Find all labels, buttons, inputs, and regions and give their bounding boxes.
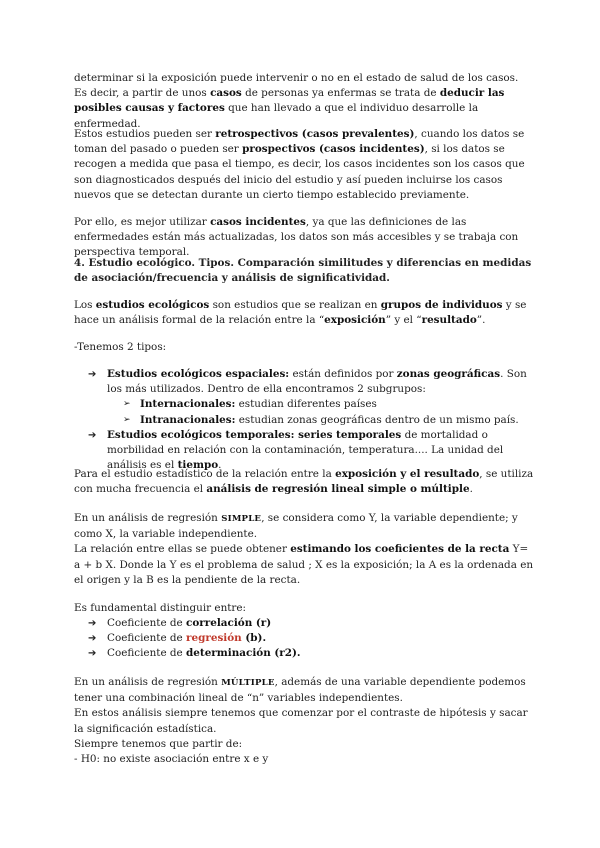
list-item-determinacion [74,646,534,661]
text: estudian diferentes países [235,398,377,411]
text: Por ello, es mejor utilizar [74,216,211,228]
small-caps-text: MÚLTIPLE [221,678,275,688]
paragraph-retrospectivos [74,127,534,203]
text: de personas ya enfermas se trata de [241,87,440,100]
text: son estudios que se realizan en [209,299,381,311]
bold-text: exposición [324,314,386,327]
text: y se hace un análisis formal de la relación entre la “ [74,299,527,327]
list-item-regresion [74,631,534,646]
text: , además de una variable dependiente podemos tener una combinación lineal de “n” variables independientes. [74,676,526,705]
arrow-right-icon: ➔ [88,429,97,441]
bold-text: prospectivos (casos incidentes) [242,143,425,156]
tenemos-line: -Tenemos 2 tipos: [74,341,167,353]
text: Coeficiente de [107,617,187,629]
bold-text: (b). [241,632,267,645]
text: , se considera como Y, la variable dependiente; y como X, la variable independiente. [74,512,518,541]
paragraph-casos-incidentes [74,215,534,261]
bold-text: Internacionales: [140,398,236,411]
arrowhead-icon: ➢ [123,414,131,425]
paragraph-regresion [74,467,534,497]
section-heading: 4. Estudio ecológico. Tipos. Comparación similitudes y diferencias en medidas de asociación/frecuencia y análisis de significatividad. [74,257,532,285]
bold-text: casos incidentes [210,216,306,228]
bold-text: Estudios ecológicos temporales: series temporales [107,428,402,441]
text-line: - H0: no existe asociación entre x e y [74,753,269,766]
paragraph-casos [74,71,534,132]
bold-text: determinación (r2). [186,647,301,660]
bold-text: zonas geográficas [396,368,501,380]
bold-text: Estudios ecológicos espaciales: [107,368,290,380]
text: En un análisis de regresión [74,676,222,688]
highlight-text: regresión [186,632,242,645]
text: ”. [476,314,486,327]
bold-text: análisis de regresión lineal simple o múltiple [206,483,470,496]
bold-text: grupos de individuos [380,299,503,311]
bold-text: estimando los coeficientes de la recta [290,543,510,556]
paragraph-simple [74,511,534,588]
arrow-right-icon: ➔ [88,369,97,380]
arrowhead-icon: ➢ [123,399,131,410]
list-item-espaciales [74,367,534,428]
bold-text: resultado [421,314,477,327]
text: . [218,459,222,472]
sub-item-intranacionales [107,413,534,428]
text: , cuando los datos se toman del pasado o pueden ser [74,128,525,156]
text: Estos estudios pueden ser [74,128,216,140]
text: de mortalidad o morbilidad en relación con la contaminación, temperatura.... La unidad del análisis es el [107,428,504,472]
text: , ya que las definiciones de las enfermedades están más actualizadas, los datos son más accesibles y se trabaja con perspectiva temporal. [74,216,519,259]
paragraph-estudios-ecologicos [74,298,534,328]
fundamental-line: Es fundamental distinguir entre: [74,602,247,614]
bold-text: deducir las posibles causas y factores [74,87,505,115]
text: , si los datos se recogen a medida que pasa el tiempo, es decir, los casos incidentes son los casos que son diagnosticados después del inicio del estudio y así pueden incluirse los casos nuevos que se detectan durante un cierto tiempo establecido previamente. [74,143,525,201]
list-item-correlacion [74,616,534,631]
text-line: En estos análisis siempre tenemos que comenzar por el contraste de hipótesis y sacar la significación estadística. [74,707,528,735]
text: . Son los más utilizados. Dentro de ella encontramos 2 subgrupos: [107,368,527,396]
text: Y= a + b X. Donde la Y es el problema de salud ; X es la exposición; la A es la ordenada en el origen y la B es la pendiente de la recta. [74,543,534,586]
text: Coeficiente de [107,632,187,645]
text: estudian zonas geográficas dentro de un mismo país. [235,413,519,426]
bold-text: Intranacionales: [140,413,236,426]
bold-text: tiempo [177,459,219,472]
text: , se utiliza con mucha frecuencia el [74,468,534,496]
arrow-right-icon: ➔ [88,633,97,645]
text: Para el estudio estadístico de la relación entre la [74,468,336,480]
text: Coeficiente de [107,647,187,660]
sub-item-internacionales [107,397,534,412]
types-list [74,367,534,473]
text: En un análisis de regresión [74,512,222,524]
text: La relación entre ellas se puede obtener [74,543,291,556]
text: determinar si la exposición puede intervenir o no en el estado de salud de los casos. Es decir, a partir de unos [74,72,519,100]
bold-text: casos [210,87,242,100]
arrow-right-icon: ➔ [88,618,97,629]
text: Los [74,299,96,311]
small-caps-text: SIMPLE [221,514,262,524]
arrow-right-icon: ➔ [88,648,97,660]
bold-text: exposición y el resultado [335,468,480,480]
text: . [469,483,473,496]
text: que han llevado a que el individuo desarrolle la enfermedad. [74,102,479,130]
bold-text: estudios ecológicos [95,299,210,311]
paragraph-multiple [74,675,534,767]
coefficients-list [74,616,534,662]
text-line: Siempre tenemos que partir de: [74,737,243,750]
text: están definidos por [289,368,397,380]
text: ” y el “ [385,314,422,327]
bold-text: retrospectivos (casos prevalentes) [215,128,415,140]
bold-text: correlación (r) [186,617,272,629]
